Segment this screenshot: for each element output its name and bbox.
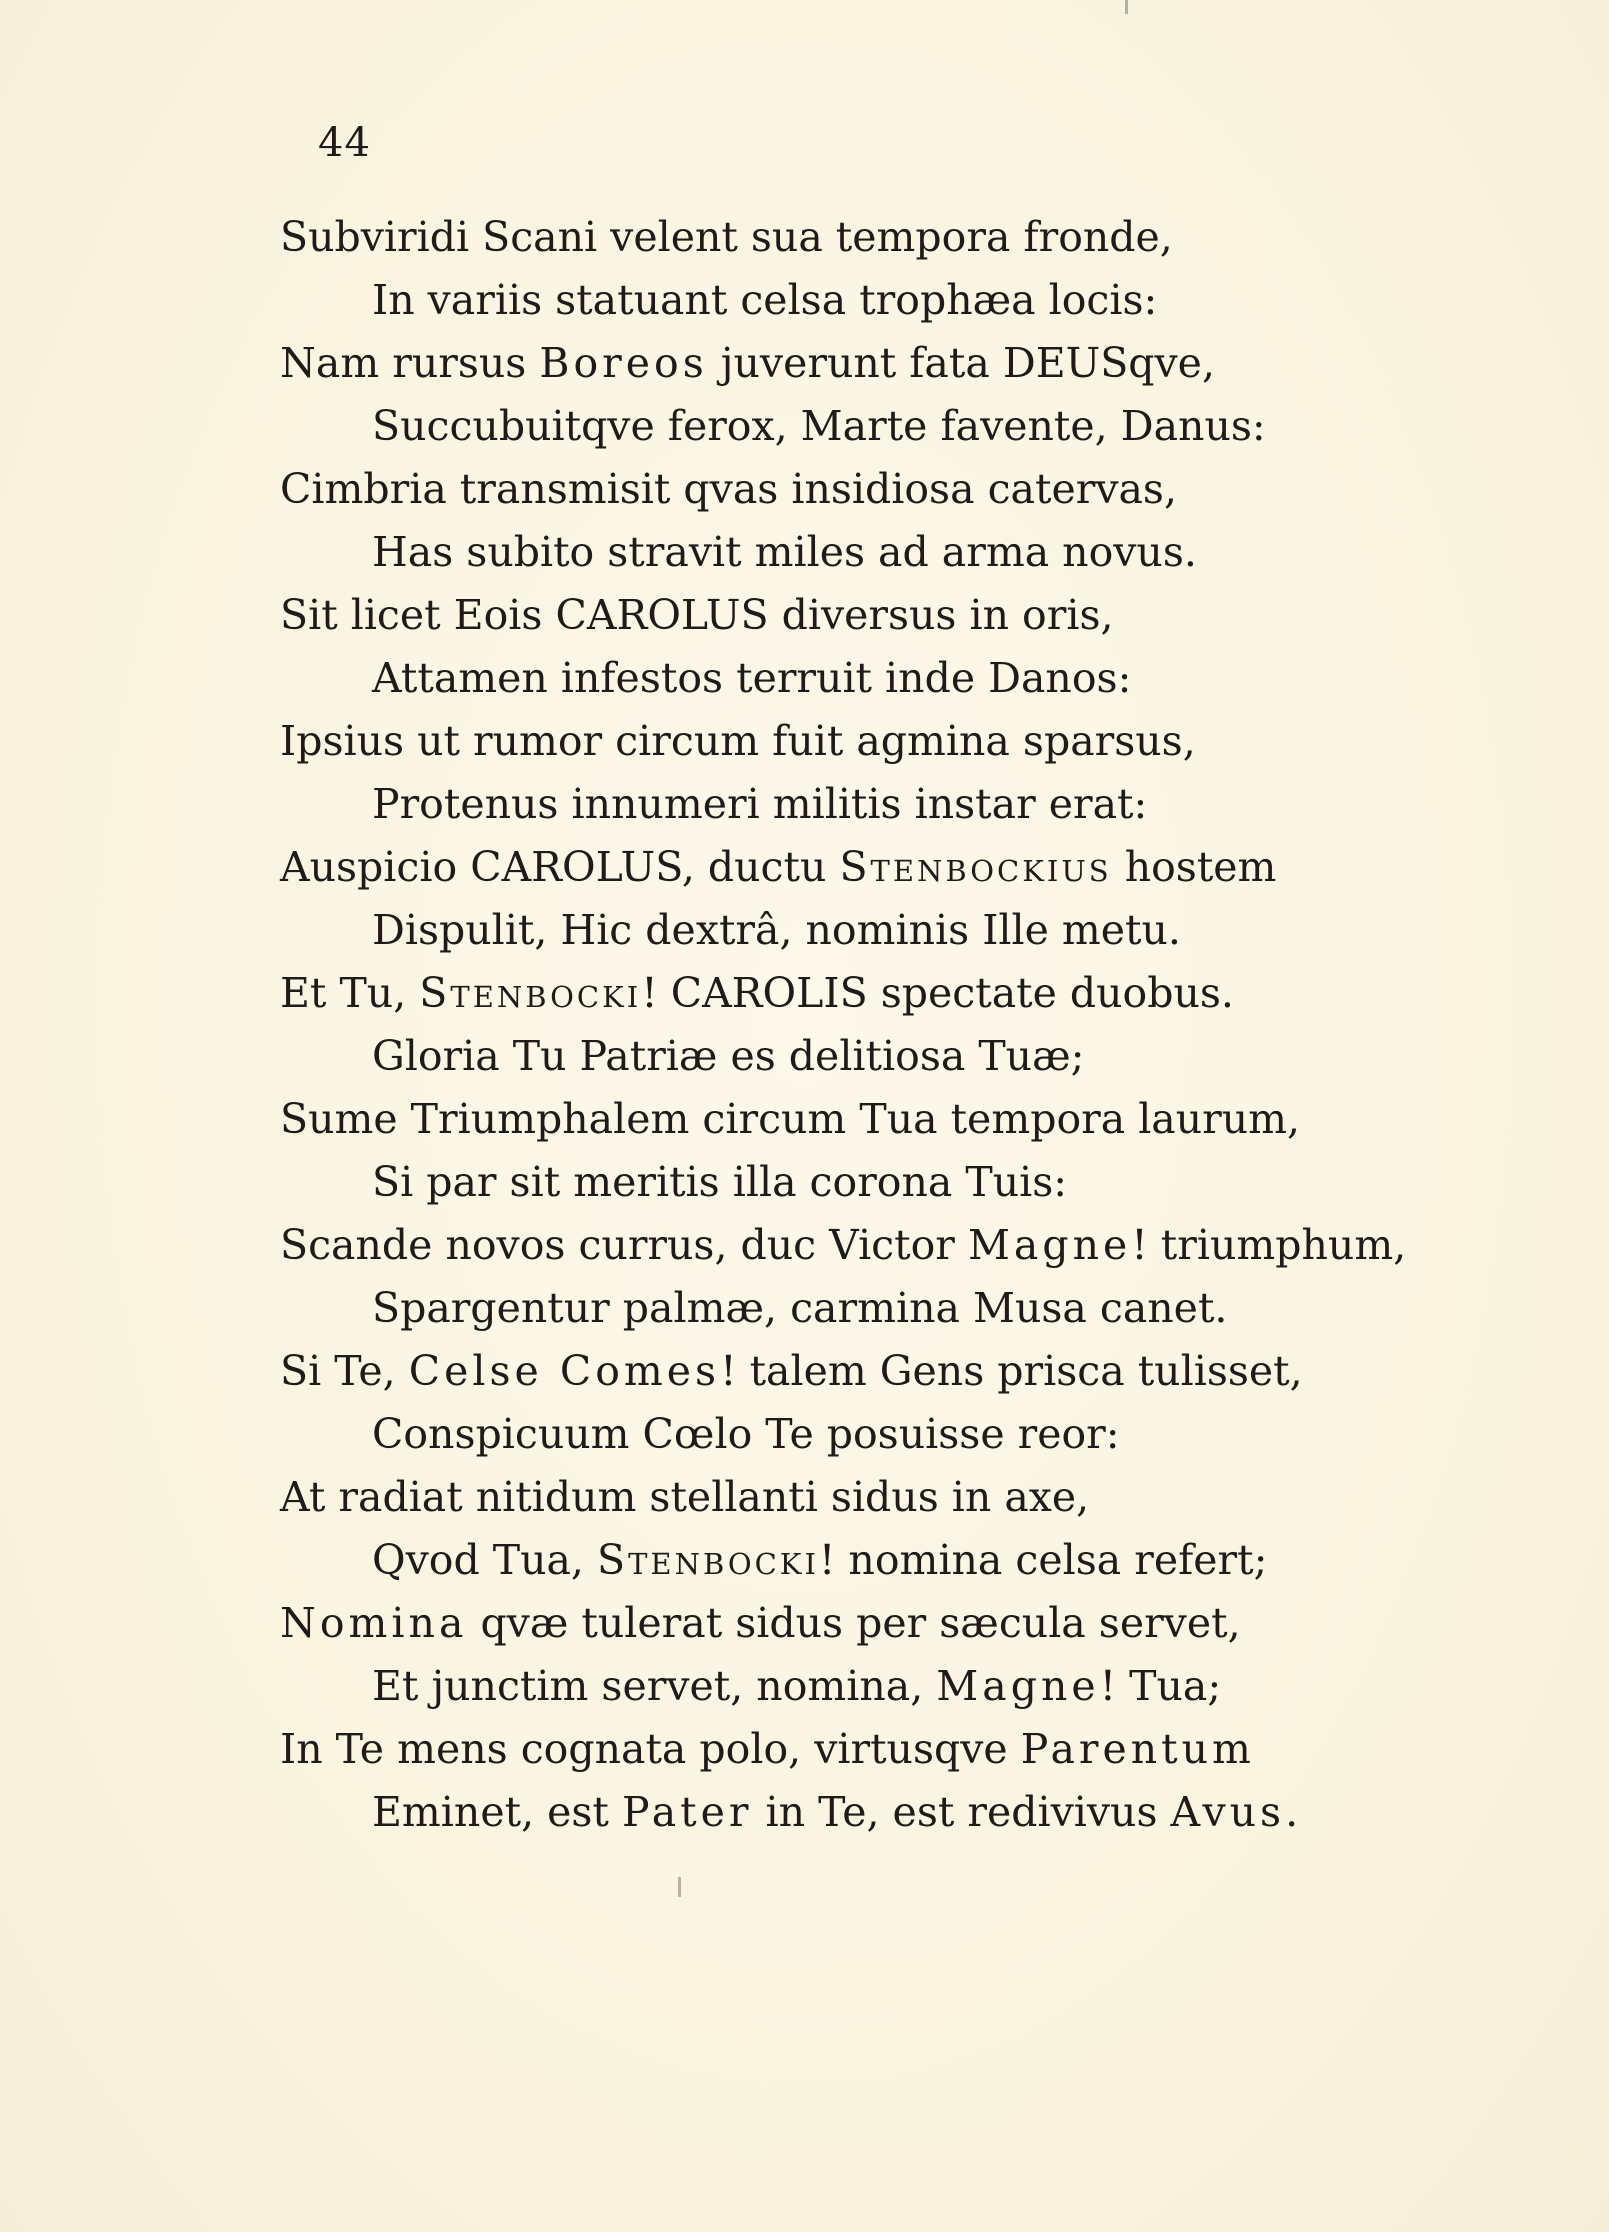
emphasized-text: Magne	[936, 1662, 1100, 1710]
line-text: ! Tua;	[1099, 1662, 1222, 1710]
line-text: In Te mens cognata polo, virtusqve	[280, 1725, 1021, 1773]
poem-line	[0, 773, 1609, 836]
poem-line	[0, 647, 1609, 710]
poem-line	[0, 395, 1609, 458]
poem-line	[0, 1340, 1609, 1403]
line-text: Conspicuum Cœlo Te posuisse reor:	[372, 1410, 1120, 1458]
line-text: Has subito stravit miles ad arma novus.	[372, 528, 1197, 576]
poem-line	[0, 206, 1609, 269]
line-text: hostem	[1111, 843, 1277, 891]
line-text: Qvod Tua,	[372, 1536, 597, 1584]
poem-line	[0, 1655, 1609, 1718]
line-text: Si Te,	[280, 1347, 409, 1395]
poem-line	[0, 836, 1609, 899]
page-top-mark	[1125, 0, 1128, 14]
line-text: Nam rursus	[280, 339, 540, 387]
emphasized-text: Boreos	[539, 339, 708, 387]
line-text: Subviridi Scani velent sua tempora fronde,	[280, 213, 1173, 261]
poem-line	[0, 1529, 1609, 1592]
poem-line	[0, 899, 1609, 962]
poem-line	[0, 332, 1609, 395]
line-text: Et junctim servet, nomina,	[372, 1662, 937, 1710]
line-text: Sit licet Eois CAROLUS diversus in oris,	[280, 591, 1114, 639]
line-text: Scande novos currus, duc Victor	[280, 1221, 968, 1269]
poem-line	[0, 1214, 1609, 1277]
line-text: ! triumphum,	[1131, 1221, 1407, 1269]
line-text: Cimbria transmisit qvas insidiosa catervas,	[280, 465, 1177, 513]
emphasized-text: Magne	[967, 1221, 1132, 1269]
poem-line	[0, 1025, 1609, 1088]
line-text: At radiat nitidum stellanti sidus in axe,	[280, 1473, 1090, 1521]
line-text: .	[1285, 1788, 1299, 1836]
line-text: In variis statuant celsa trophæa locis:	[372, 276, 1158, 324]
emphasized-text: Avus	[1170, 1788, 1286, 1836]
poem-line	[0, 521, 1609, 584]
line-text: ! talem Gens prisca tulisset,	[720, 1347, 1303, 1395]
line-text: Dispulit, Hic dextrâ, nominis Ille metu.	[372, 906, 1181, 954]
poem-line	[0, 1277, 1609, 1340]
line-text: Auspicio CAROLUS, ductu	[280, 843, 840, 891]
emphasized-text: Stenbockius	[839, 843, 1112, 891]
line-text: Sume Triumphalem circum Tua tempora laurum,	[280, 1095, 1301, 1143]
poem-line	[0, 1718, 1609, 1781]
line-text: Gloria Tu Patriæ es delitiosa Tuæ;	[372, 1032, 1085, 1080]
line-text: ! nomina celsa refert;	[818, 1536, 1268, 1584]
line-text: Attamen infestos terruit inde Danos:	[372, 654, 1132, 702]
emphasized-text: Parentum	[1020, 1725, 1255, 1773]
poem-line	[0, 1592, 1609, 1655]
page-center-mark	[678, 1877, 681, 1897]
poem-line	[0, 962, 1609, 1025]
line-text: Spargentur palmæ, carmina Musa canet.	[372, 1284, 1228, 1332]
line-text: in Te, est redivivus	[752, 1788, 1171, 1836]
line-text: Ipsius ut rumor circum fuit agmina sparsus,	[280, 717, 1196, 765]
poem-line	[0, 1088, 1609, 1151]
poem-line	[0, 1151, 1609, 1214]
page-number: 44	[318, 120, 371, 166]
poem-line	[0, 710, 1609, 773]
poem-line	[0, 458, 1609, 521]
line-text: Protenus innumeri militis instar erat:	[372, 780, 1148, 828]
line-text: Eminet, est	[372, 1788, 622, 1836]
line-text: Et Tu,	[280, 969, 420, 1017]
line-text: Succubuitqve ferox, Marte favente, Danus:	[372, 402, 1266, 450]
poem-line	[0, 1403, 1609, 1466]
emphasized-text: Celse Comes	[408, 1347, 721, 1395]
emphasized-text: Stenbocki	[597, 1536, 819, 1584]
emphasized-text: Pater	[621, 1788, 753, 1836]
poem-line	[0, 584, 1609, 647]
poem-line	[0, 1781, 1609, 1844]
emphasized-text: Nomina	[280, 1599, 468, 1647]
poem-line	[0, 1466, 1609, 1529]
line-text: Si par sit meritis illa corona Tuis:	[372, 1158, 1068, 1206]
line-text: ! CAROLIS spectate duobus.	[641, 969, 1234, 1017]
poem	[0, 206, 1609, 1844]
poem-line	[0, 269, 1609, 332]
line-text: juverunt fata DEUSqve,	[707, 339, 1215, 387]
emphasized-text: Stenbocki	[419, 969, 642, 1017]
line-text: qvæ tulerat sidus per sæcula servet,	[467, 1599, 1241, 1647]
